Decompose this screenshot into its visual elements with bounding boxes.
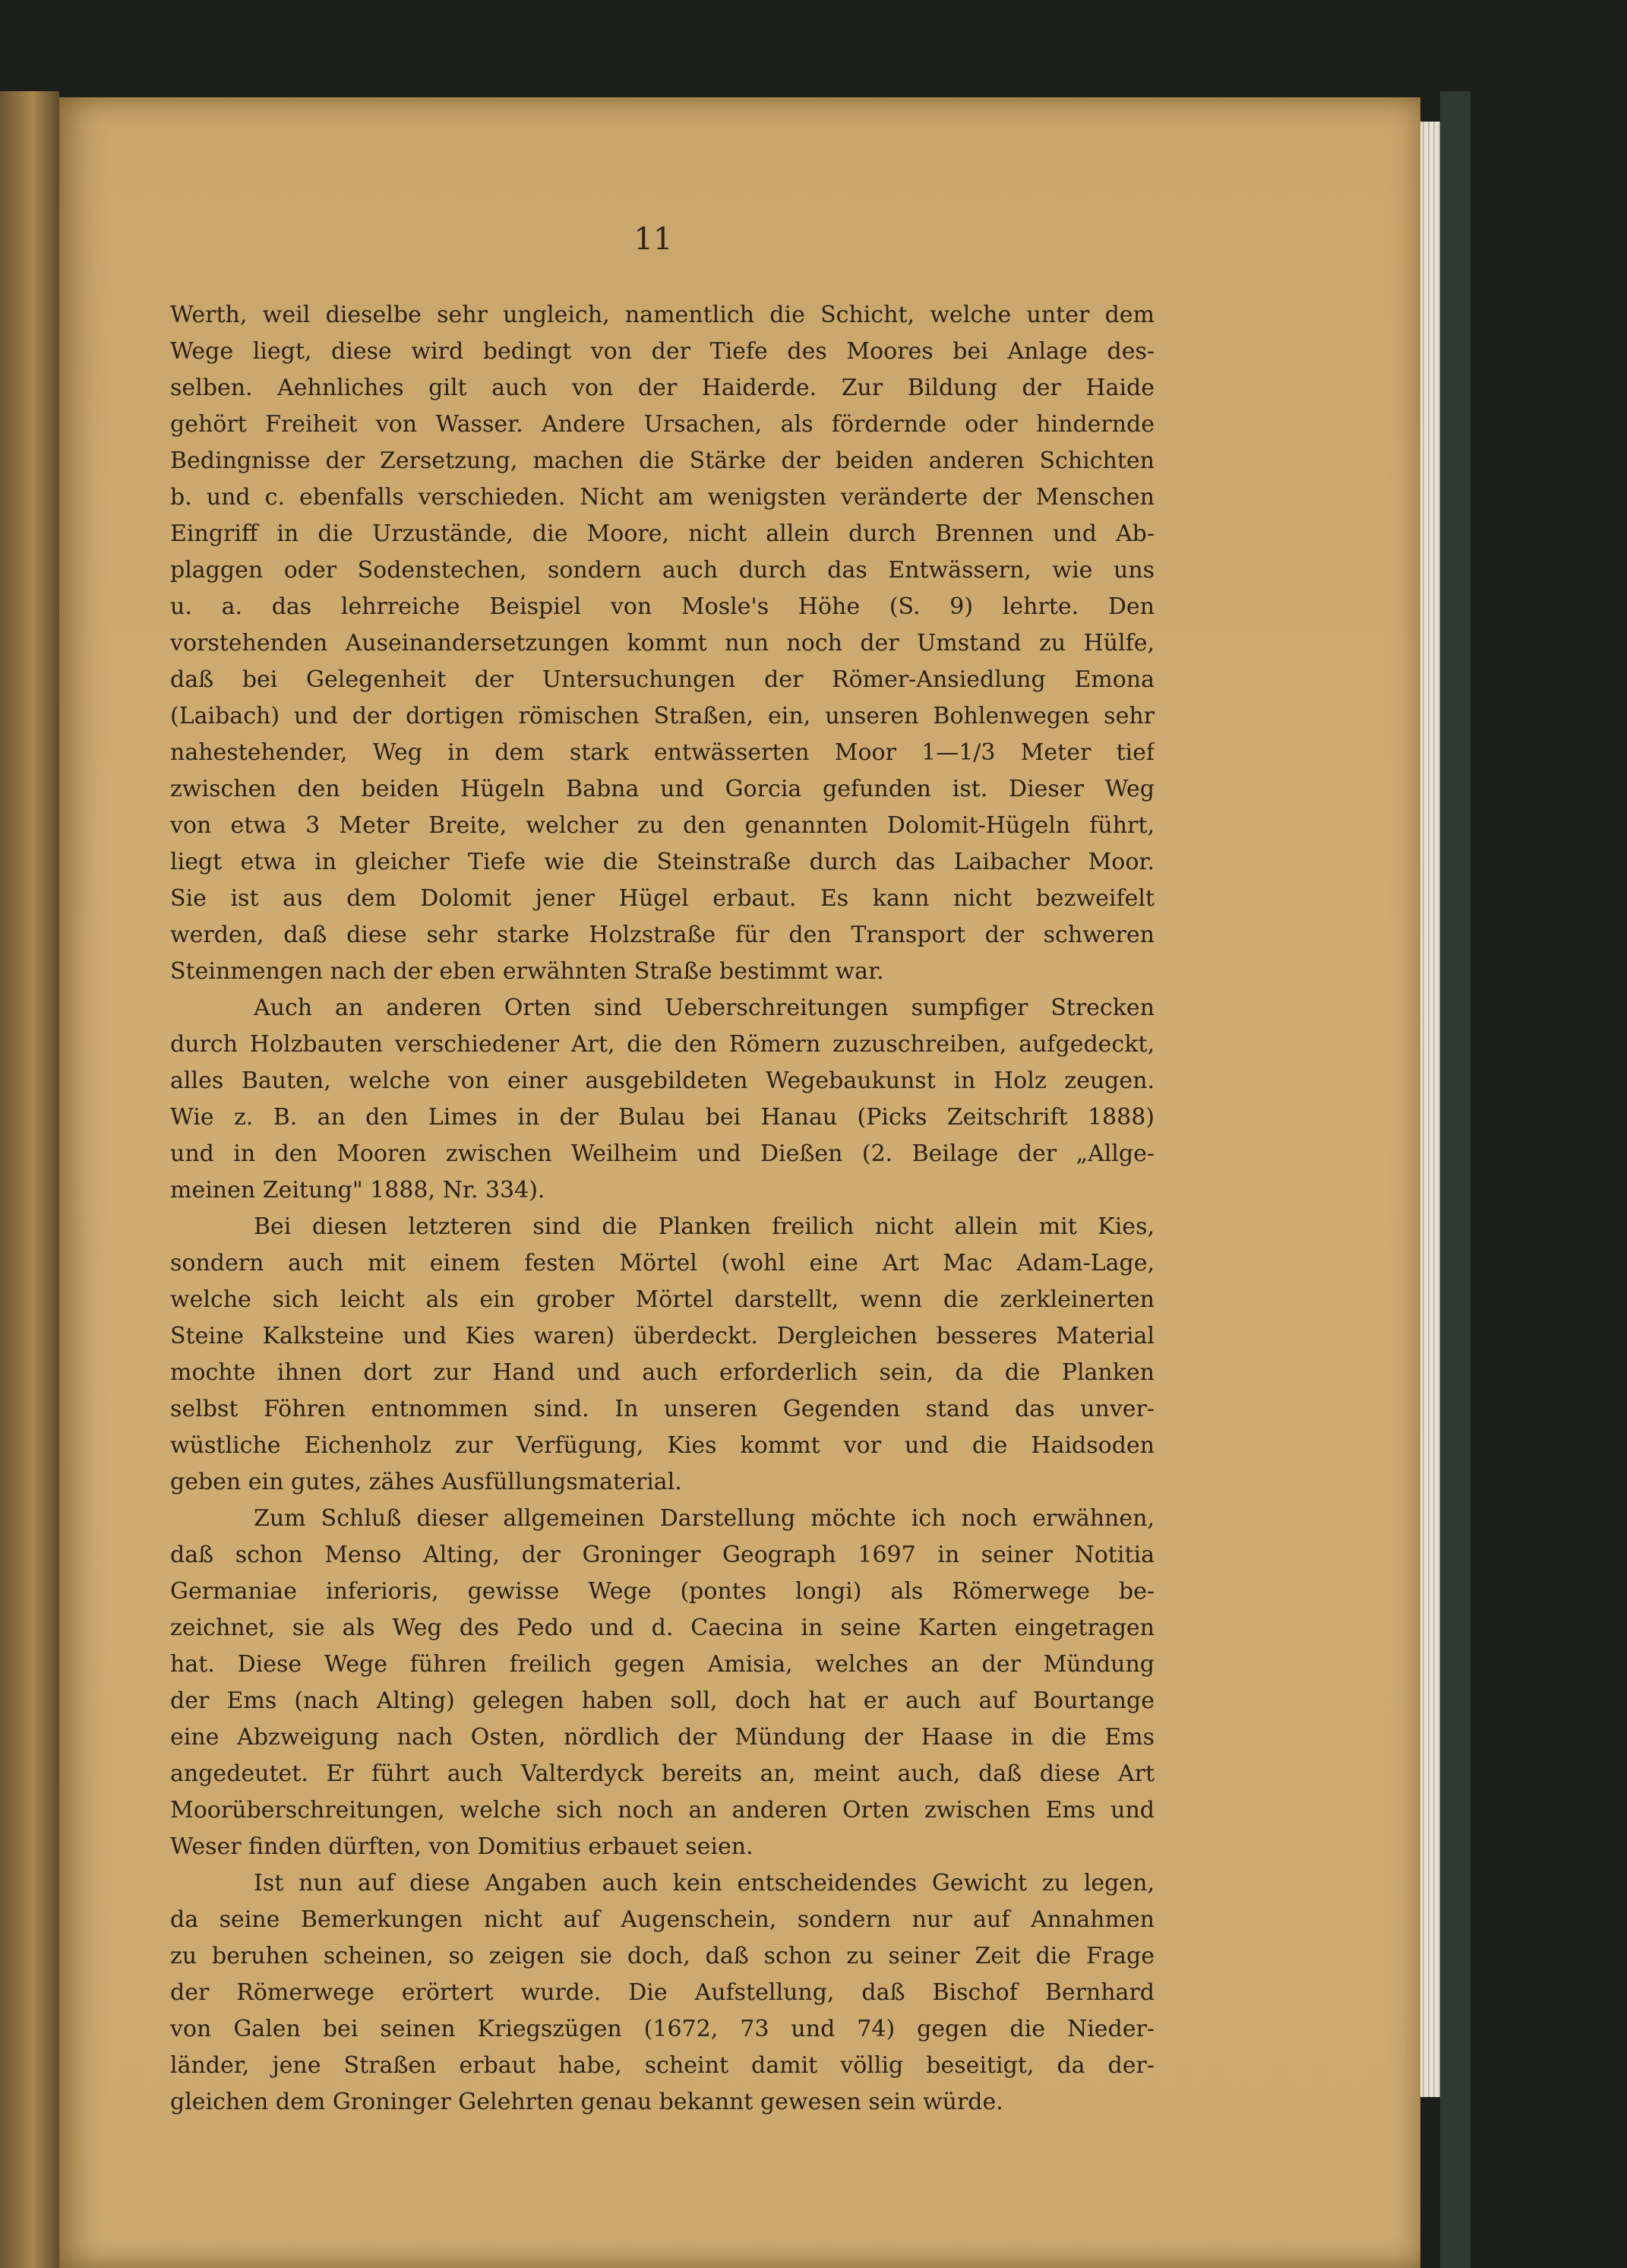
text-line: der Ems (nach Alting) gelegen haben soll, doch hat er auch auf Bourtange xyxy=(170,1688,1155,1714)
text-line: Steine Kalksteine und Kies waren) überdeckt. Dergleichen besseres Material xyxy=(170,1323,1155,1349)
text-line: geben ein gutes, zähes Ausfüllungsmaterial. xyxy=(170,1469,682,1495)
text-line: angedeutet. Er führt auch Valterdyck bereits an, meint auch, daß diese Art xyxy=(170,1760,1155,1787)
text-line: welche sich leicht als ein grober Mörtel darstellt, wenn die zerkleinerten xyxy=(170,1286,1155,1313)
page-number: 11 xyxy=(633,222,673,257)
text-line: zu beruhen scheinen, so zeigen sie doch, daß schon zu seiner Zeit die Frage xyxy=(170,1943,1155,1969)
text-line: wüstliche Eichenholz zur Verfügung, Kies kommt vor und die Haidsoden xyxy=(170,1432,1155,1459)
text-line: plaggen oder Sodenstechen, sondern auch durch das Entwässern, wie uns xyxy=(170,557,1155,584)
text-line: Ist nun auf diese Angaben auch kein entscheidendes Gewicht zu legen, xyxy=(254,1870,1155,1896)
text-line: daß schon Menso Alting, der Groninger Geograph 1697 in seiner Notitia xyxy=(170,1542,1155,1568)
text-line: u. a. das lehrreiche Beispiel von Mosle's Höhe (S. 9) lehrte. Den xyxy=(170,593,1155,620)
text-line: mochte ihnen dort zur Hand und auch erforderlich sein, da die Planken xyxy=(170,1359,1155,1386)
text-line: selben. Aehnliches gilt auch von der Haiderde. Zur Bildung der Haide xyxy=(170,375,1155,401)
text-line: von Galen bei seinen Kriegszügen (1672, 73 und 74) gegen die Nieder- xyxy=(170,2016,1155,2042)
text-line: und in den Mooren zwischen Weilheim und Dießen (2. Beilage der „Allge- xyxy=(170,1140,1155,1167)
text-line: b. und c. ebenfalls verschieden. Nicht am wenigsten veränderte der Menschen xyxy=(170,484,1155,511)
book-cover-edge xyxy=(1440,91,1471,2268)
text-line: nahestehender, Weg in dem stark entwässerten Moor 1—1/3 Meter tief xyxy=(170,739,1155,766)
text-line: von etwa 3 Meter Breite, welcher zu den genannten Dolomit-Hügeln führt, xyxy=(170,812,1155,839)
text-line: gehört Freiheit von Wasser. Andere Ursachen, als fördernde oder hindernde xyxy=(170,411,1155,438)
left-page-edge xyxy=(0,91,59,2268)
text-line: Sie ist aus dem Dolomit jener Hügel erbaut. Es kann nicht bezweifelt xyxy=(170,885,1155,912)
text-line: Bedingnisse der Zersetzung, machen die Stärke der beiden anderen Schichten xyxy=(170,448,1155,474)
text-line: Werth, weil dieselbe sehr ungleich, namentlich die Schicht, welche unter dem xyxy=(170,302,1155,328)
text-line: Wie z. B. an den Limes in der Bulau bei Hanau (Picks Zeitschrift 1888) xyxy=(170,1104,1155,1131)
text-line: vorstehenden Auseinandersetzungen kommt nun noch der Umstand zu Hülfe, xyxy=(170,630,1155,656)
text-line: hat. Diese Wege führen freilich gegen Amisia, welches an der Mündung xyxy=(170,1651,1155,1678)
text-line: (Laibach) und der dortigen römischen Straßen, ein, unseren Bohlenwegen sehr xyxy=(170,703,1155,729)
text-line: meinen Zeitung" 1888, Nr. 334). xyxy=(170,1177,545,1204)
text-line: alles Bauten, welche von einer ausgebildeten Wegebaukunst in Holz zeugen. xyxy=(170,1068,1155,1094)
text-line: eine Abzweigung nach Osten, nördlich der Mündung der Haase in die Ems xyxy=(170,1724,1155,1751)
text-line: Steinmengen nach der eben erwähnten Straße bestimmt war. xyxy=(170,958,884,985)
text-line: Zum Schluß dieser allgemeinen Darstellung möchte ich noch erwähnen, xyxy=(254,1505,1155,1532)
text-line: Wege liegt, diese wird bedingt von der Tiefe des Moores bei Anlage des- xyxy=(170,338,1155,365)
text-line: Auch an anderen Orten sind Ueberschreitungen sumpfiger Strecken xyxy=(254,995,1155,1021)
text-line: Weser finden dürften, von Domitius erbauet seien. xyxy=(170,1833,753,1860)
text-line: da seine Bemerkungen nicht auf Augenschein, sondern nur auf Annahmen xyxy=(170,1906,1155,1933)
text-line: zwischen den beiden Hügeln Babna und Gorcia gefunden ist. Dieser Weg xyxy=(170,776,1155,802)
text-line: der Römerwege erörtert wurde. Die Aufstellung, daß Bischof Bernhard xyxy=(170,1979,1155,2006)
text-line: gleichen dem Groninger Gelehrten genau bekannt gewesen sein würde. xyxy=(170,2089,1003,2115)
text-line: Bei diesen letzteren sind die Planken freilich nicht allein mit Kies, xyxy=(254,1213,1155,1240)
text-line: durch Holzbauten verschiedener Art, die den Römern zuzuschreiben, aufgedeckt, xyxy=(170,1031,1155,1058)
text-line: Moorüberschreitungen, welche sich noch an anderen Orten zwischen Ems und xyxy=(170,1797,1155,1824)
text-line: liegt etwa in gleicher Tiefe wie die Steinstraße durch das Laibacher Moor. xyxy=(170,849,1155,875)
text-line: zeichnet, sie als Weg des Pedo und d. Caecina in seine Karten eingetragen xyxy=(170,1615,1155,1641)
text-line: selbst Föhren entnommen sind. In unseren Gegenden stand das unver- xyxy=(170,1396,1155,1422)
text-line: werden, daß diese sehr starke Holzstraße für den Transport der schweren xyxy=(170,922,1155,948)
text-line: Eingriff in die Urzustände, die Moore, nicht allein durch Brennen und Ab- xyxy=(170,520,1155,547)
text-line: länder, jene Straßen erbaut habe, scheint damit völlig beseitigt, da der- xyxy=(170,2052,1155,2079)
text-line: daß bei Gelegenheit der Untersuchungen der Römer-Ansiedlung Emona xyxy=(170,666,1155,693)
text-line: sondern auch mit einem festen Mörtel (wohl eine Art Mac Adam-Lage, xyxy=(170,1250,1155,1276)
body-text xyxy=(170,297,1155,2121)
text-line: Germaniae inferioris, gewisse Wege (pontes longi) als Römerwege be- xyxy=(170,1578,1155,1605)
